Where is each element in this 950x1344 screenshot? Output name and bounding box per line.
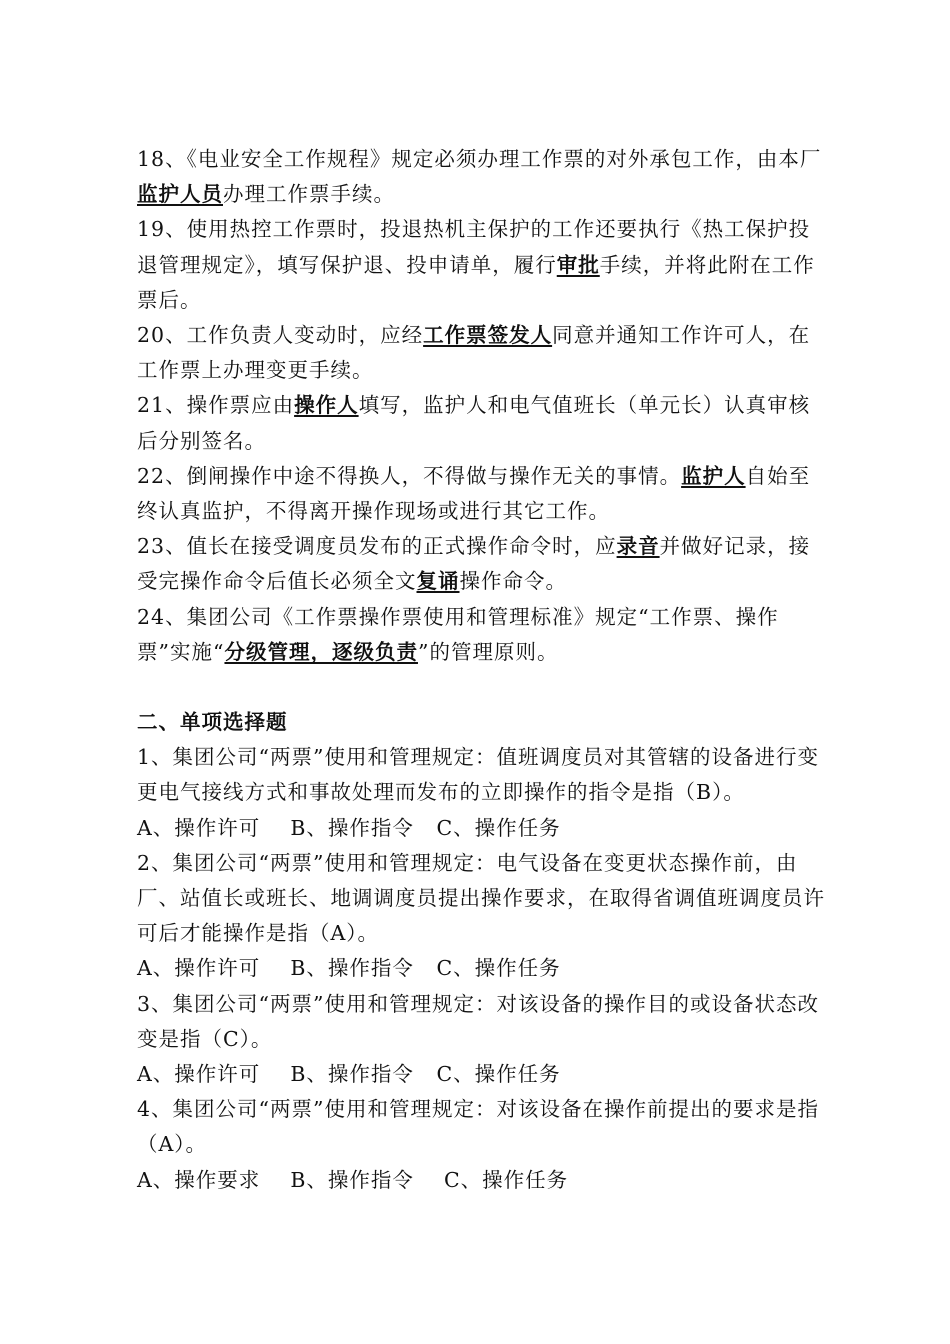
answer-text: 操作人 — [294, 393, 359, 418]
question-text: 24、集团公司《工作票操作票使用和管理标准》规定“工作票、操作票”实施“ — [137, 604, 779, 664]
choice-options-1: A、操作许可 B、操作指令 C、操作任务 — [137, 815, 561, 840]
choice-options-4: A、操作要求 B、操作指令 C、操作任务 — [137, 1167, 569, 1192]
answer-text: 复诵 — [416, 569, 460, 594]
answer-text: 审批 — [556, 252, 600, 277]
fill-item-23 — [137, 529, 827, 599]
section-heading: 二、单项选择题 — [137, 710, 288, 735]
question-text: 22、倒闸操作中途不得换人，不得做与操作无关的事情。 — [137, 463, 682, 488]
question-text: 19、使用热控工作票时，投退热机主保护的工作还要执行《热工保护投退管理规定》，填写保护退、投申请单，履行 — [137, 217, 811, 277]
question-text: 自始至终认真监护，不得离开操作现场或进行其它工作。 — [137, 463, 811, 524]
question-text: 填写，监护人和电气值班长（单元长）认真审核后分别签名。 — [137, 393, 811, 453]
answer-text: 工作票签发人 — [423, 323, 553, 348]
choice-question-3: 3、集团公司“两票”使用和管理规定：对该设备的操作目的或设备状态改变是指（C）。 — [137, 991, 820, 1051]
answer-text: 监护人 — [681, 463, 746, 488]
fill-item-18 — [137, 142, 827, 212]
question-text: 20、工作负责人变动时，应经 — [137, 323, 424, 348]
question-text: ”的管理原则。 — [417, 639, 559, 664]
fill-item-20 — [137, 318, 827, 388]
choice-question-2: 2、集团公司“两票”使用和管理规定：电气设备在变更状态操作前，由厂、站值长或班长、地调调度员提出操作要求，在取得省调值班调度员许可后才能操作是指（A）。 — [137, 850, 825, 946]
question-text: 同意并通知工作许可人，在工作票上办理变更手续。 — [137, 323, 811, 383]
fill-item-22 — [137, 459, 827, 529]
fill-item-21 — [137, 388, 827, 458]
question-text: 23、值长在接受调度员发布的正式操作命令时，应 — [137, 534, 617, 559]
question-text: 并做好记录，接受完操作命令后值长必须全文 — [137, 534, 811, 594]
document-content — [137, 142, 827, 1198]
choice-options-2: A、操作许可 B、操作指令 C、操作任务 — [137, 956, 561, 981]
choice-question-4: 4、集团公司“两票”使用和管理规定：对该设备在操作前提出的要求是指（A）。 — [137, 1097, 820, 1157]
choice-question-1: 1、集团公司“两票”使用和管理规定：值班调度员对其管辖的设备进行变更电气接线方式和事故处理而发布的立即操作的指令是指（B）。 — [137, 745, 820, 805]
question-text: 21、操作票应由 — [137, 393, 295, 418]
question-text: 办理工作票手续。 — [223, 182, 395, 207]
answer-text: 分级管理，逐级负责 — [224, 639, 418, 664]
question-text: 手续，并将此附在工作票后。 — [137, 252, 815, 312]
fill-item-24 — [137, 600, 827, 670]
answer-text: 录音 — [616, 534, 660, 559]
choice-options-3: A、操作许可 B、操作指令 C、操作任务 — [137, 1062, 561, 1087]
answer-text: 监护人员 — [137, 182, 223, 207]
question-text: 18、《电业安全工作规程》规定必须办理工作票的对外承包工作，由本厂 — [137, 147, 822, 171]
fill-item-19 — [137, 212, 827, 318]
question-text: 操作命令。 — [459, 569, 567, 594]
